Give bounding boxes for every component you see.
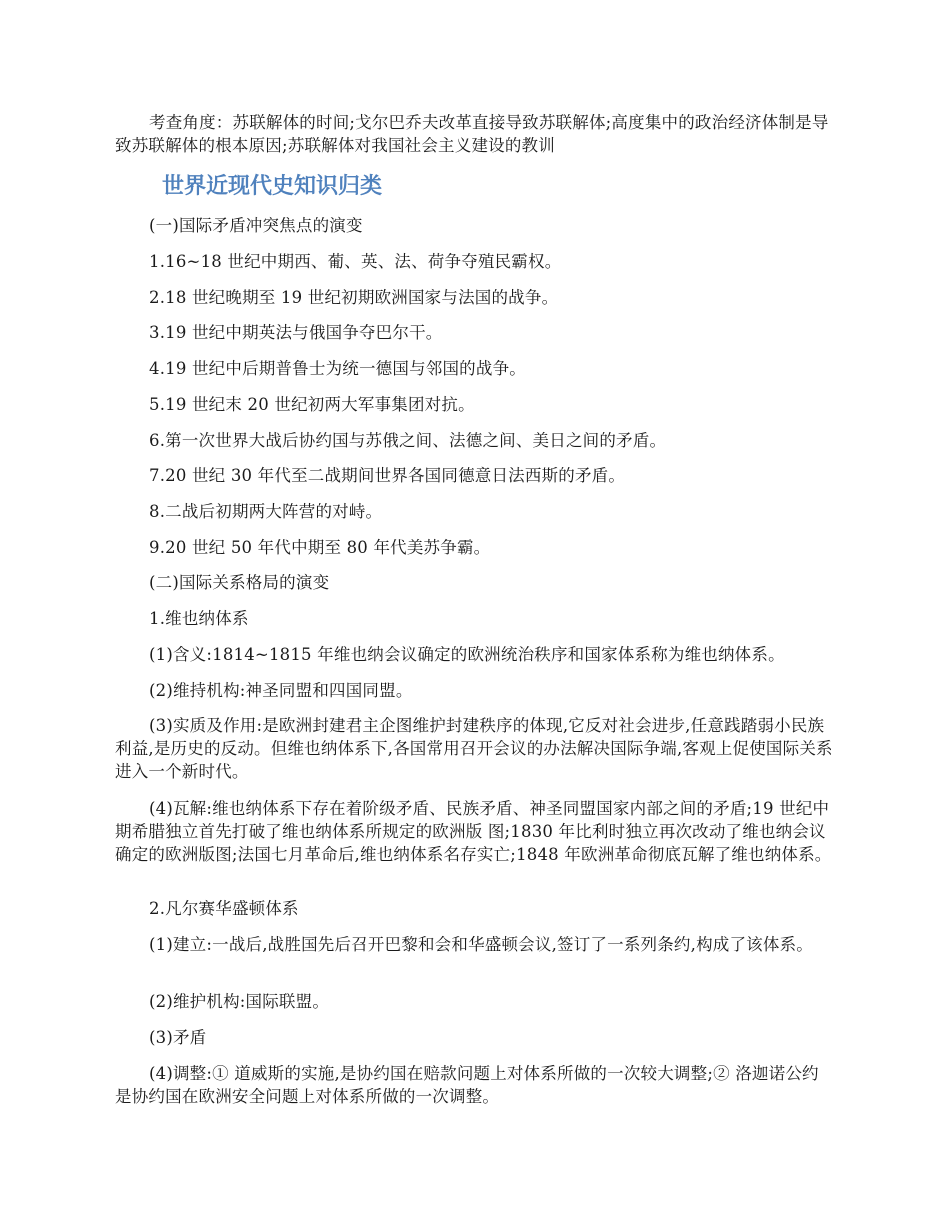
list-item: 6.第一次世界大战后协约国与苏俄之间、法德之间、美日之间的矛盾。	[149, 431, 667, 450]
intro-paragraph: 考查角度：苏联解体的时间;戈尔巴乔夫改革直接导致苏联解体;高度集中的政治经济体制是导致苏联解体的根本原因;苏联解体对我国社会主义建设的教训	[115, 113, 829, 155]
list-item: (4)调整:① 道威斯的实施,是协约国在赔款问题上对体系所做的一次较大调整;② 洛迦诺公约是协约国在欧洲安全问题上对体系所做的一次调整。	[115, 1064, 819, 1106]
list-item: (1)含义:1814~1815 年维也纳会议确定的欧洲统治秩序和国家体系称为维也纳体系。	[149, 645, 785, 664]
list-item: (3)矛盾	[149, 1028, 207, 1047]
section-title-1: (一)国际矛盾冲突焦点的演变	[149, 216, 363, 235]
subsection-title-vienna: 1.维也纳体系	[149, 609, 249, 628]
list-item: 1.16~18 世纪中期西、葡、英、法、荷争夺殖民霸权。	[149, 252, 562, 271]
list-item: (4)瓦解:维也纳体系下存在着阶级矛盾、民族矛盾、神圣同盟国家内部之间的矛盾;19 世纪中期希腊独立首先打破了维也纳体系所规定的欧洲版 图;1830 年比利时独立再次改动了维也纳会议确定的欧洲版图;法国七月革命后,维也纳体系名存实亡;1848 年欧洲革命彻底瓦解了维也纳体系。	[115, 799, 832, 864]
list-item: (2)维护机构:国际联盟。	[149, 992, 330, 1011]
section-title-2: (二)国际关系格局的演变	[149, 573, 330, 592]
list-item: 3.19 世纪中期英法与俄国争夺巴尔干。	[149, 323, 443, 342]
list-item: 5.19 世纪末 20 世纪初两大军事集团对抗。	[149, 395, 475, 414]
list-item: 7.20 世纪 30 年代至二战期间世界各国同德意日法西斯的矛盾。	[149, 466, 626, 485]
subsection-title-versailles: 2.凡尔赛华盛顿体系	[149, 899, 299, 918]
section-heading: 世界近现代史知识归类	[162, 174, 383, 199]
list-item: 2.18 世纪晚期至 19 世纪初期欧洲国家与法国的战争。	[149, 288, 559, 307]
list-item: 9.20 世纪 50 年代中期至 80 年代美苏争霸。	[149, 538, 491, 557]
list-item: 8.二战后初期两大阵营的对峙。	[149, 502, 383, 521]
list-item: (2)维持机构:神圣同盟和四国同盟。	[149, 681, 413, 700]
list-item: (3)实质及作用:是欧洲封建君主企图维护封建秩序的体现,它反对社会进步,任意践踏弱小民族利益,是历史的反动。但维也纳体系下,各国常用召开会议的办法解决国际争端,客观上促使国际关系进入一个新时代。	[115, 716, 833, 781]
list-item: (1)建立:一战后,战胜国先后召开巴黎和会和华盛顿会议,签订了一系列条约,构成了该体系。	[149, 935, 813, 954]
list-item: 4.19 世纪中后期普鲁士为统一德国与邻国的战争。	[149, 359, 526, 378]
